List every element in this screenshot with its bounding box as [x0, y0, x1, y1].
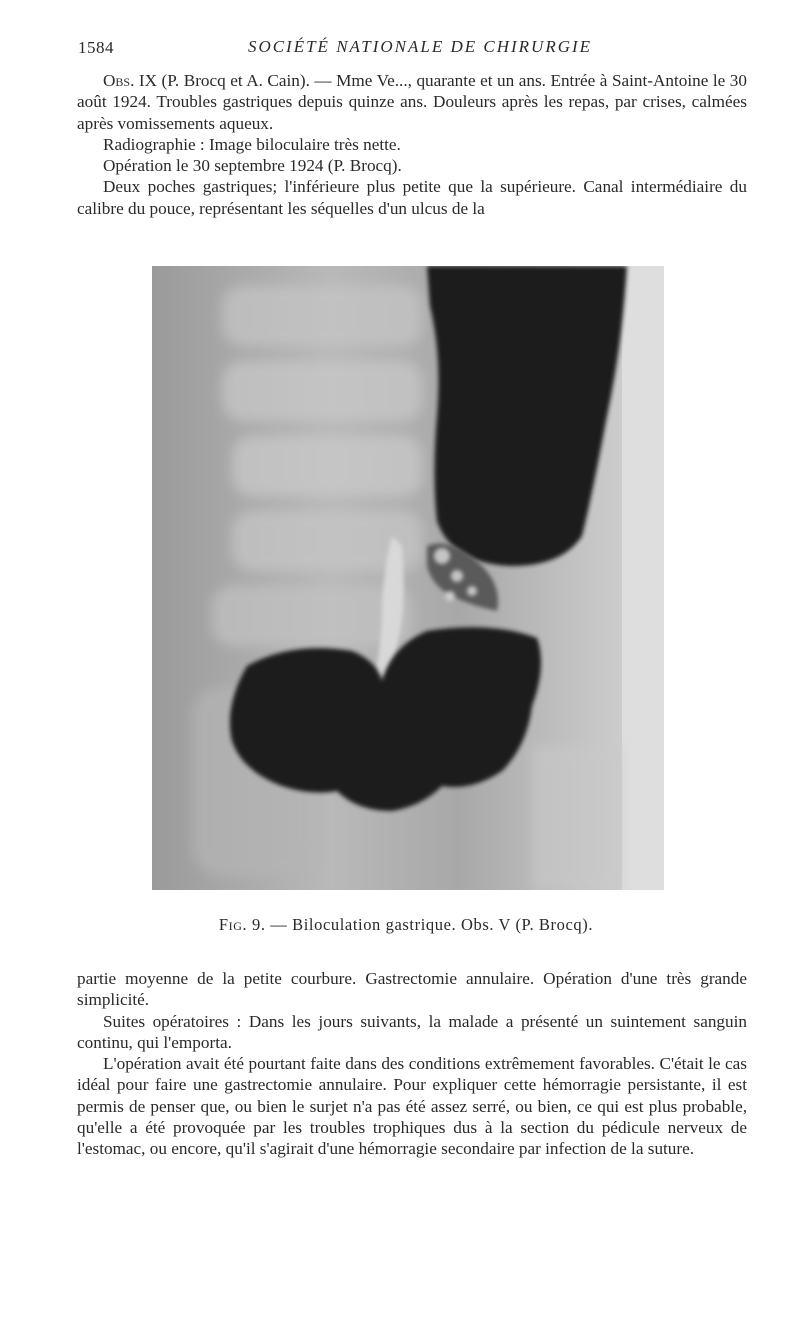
- paragraph-poches: Deux poches gastriques; l'inférieure plus petite que la supérieure. Canal intermédiaire du calibre du pouce, représentant les séquelles d'un ulcus de la: [77, 177, 747, 218]
- text-block-top: [77, 70, 747, 219]
- paragraph-discussion: L'opération avait été pourtant faite dans des conditions extrêmement favorables. C'était le cas idéal pour faire une gastrectomie annulaire. Pour expliquer cette hémorragie persistante, il est permis de penser que, ou bien le surjet n'a pas été assez serré, ou bien, ce qui est plus probable, qu'elle a été provoquée par les troubles trophiques dus à la section du pédicule nerveux de l'estomac, ou encore, qu'il s'agirait d'une hémorragie secondaire par infection de la suture.: [77, 1054, 747, 1159]
- paragraph-obs: [77, 70, 747, 134]
- text-block-bottom: [77, 968, 747, 1160]
- caption-label: Fig.: [218, 915, 248, 934]
- paragraph-suites: Suites opératoires : Dans les jours suivants, la malade a présenté un suintement sanguin continu, qui l'emporta.: [77, 1011, 747, 1052]
- obs-label: Obs.: [103, 71, 135, 90]
- figure-caption: [0, 915, 800, 935]
- radiograph-figure: [152, 266, 664, 890]
- obs-text: IX (P. Brocq et A. Cain). — Mme Ve..., quarante et un ans. Entrée à Saint-Antoine le 30 août 1924. Troubles gastriques depuis quinze ans. Douleurs après les repas, par crises, calmées après vomissements aqueux.: [77, 71, 747, 133]
- radiograph-image: [152, 266, 664, 890]
- page-number: 1584: [78, 38, 114, 57]
- running-head: SOCIÉTÉ NATIONALE DE CHIRURGIE: [247, 37, 593, 56]
- paragraph-radiographie: Radiographie : Image biloculaire très nette.: [103, 134, 401, 154]
- paragraph-operation-date: Opération le 30 septembre 1924 (P. Brocq).: [103, 156, 402, 176]
- caption-text: 9. — Biloculation gastrique. Obs. V (P. Brocq).: [247, 915, 594, 934]
- paragraph-continuation: partie moyenne de la petite courbure. Gastrectomie annulaire. Opération d'une très grande simplicité.: [77, 969, 747, 1010]
